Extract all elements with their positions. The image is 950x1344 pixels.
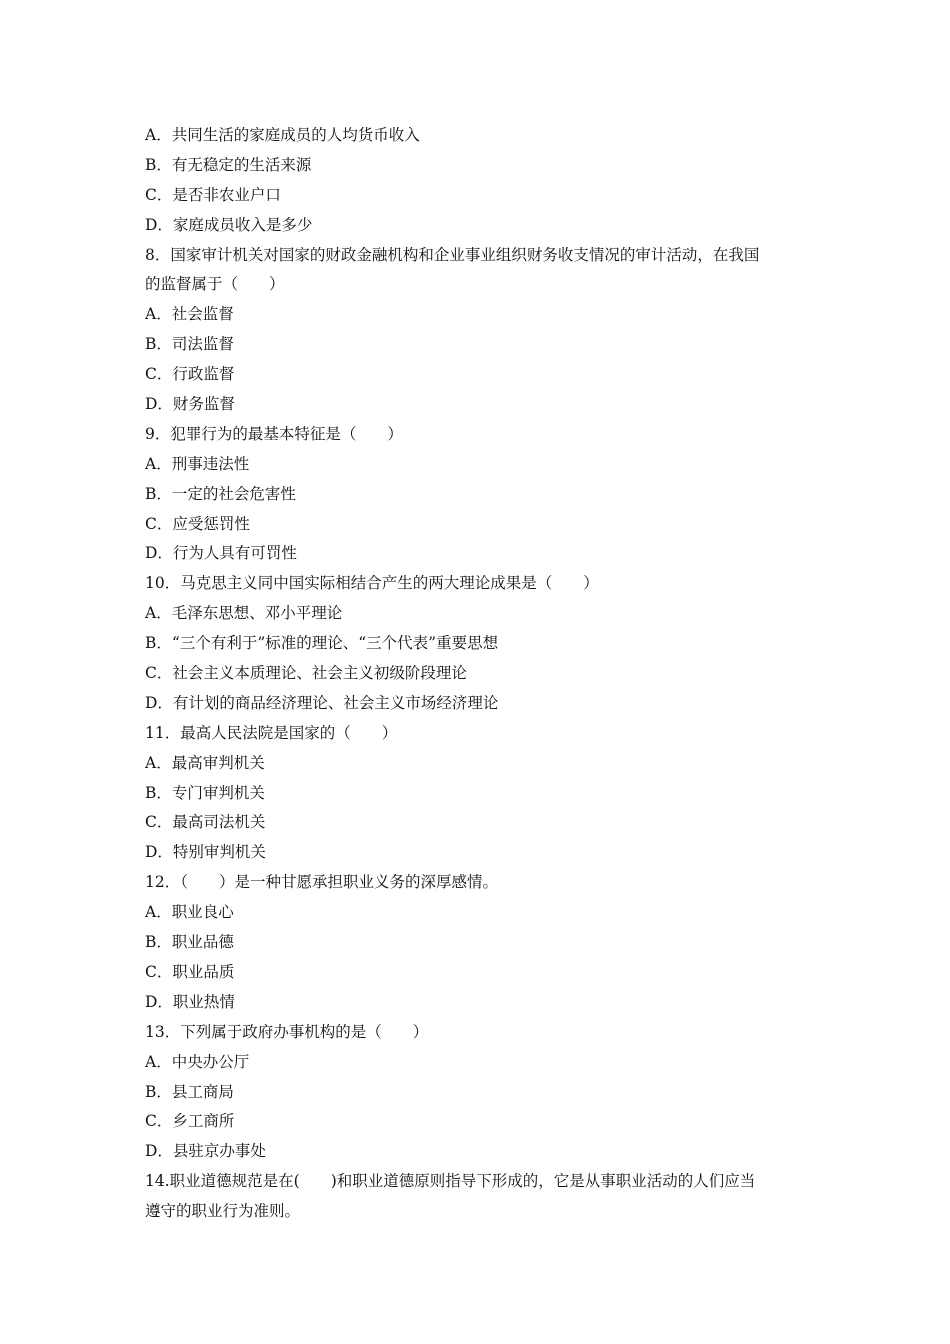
question-8-line-2: 的监督属于（ ） <box>145 275 285 294</box>
option-11a: A．最高审判机关 <box>145 753 265 772</box>
option-12a: A．职业良心 <box>145 903 234 922</box>
option-9a: A．刑事违法性 <box>145 454 250 473</box>
option-8c: C．行政监督 <box>145 365 235 384</box>
question-14-line-1: 14.职业道德规范是在( )和职业道德原则指导下形成的，它是从事职业活动的人们应当 <box>145 1172 756 1191</box>
question-12: 12．（ ）是一种甘愿承担职业义务的深厚感情。 <box>145 873 498 892</box>
option-10c: C．社会主义本质理论、社会主义初级阶段理论 <box>145 664 467 683</box>
option-7c: C．是否非农业户口 <box>145 185 281 204</box>
option-7d: D．家庭成员收入是多少 <box>145 215 313 234</box>
option-10a: A．毛泽东思想、邓小平理论 <box>145 604 343 623</box>
question-14-line-2: 遵守的职业行为准则。 <box>145 1202 301 1221</box>
document-body <box>145 121 815 1227</box>
option-7b: B．有无稳定的生活来源 <box>145 155 312 174</box>
option-7a: A．共同生活的家庭成员的人均货币收入 <box>145 126 420 144</box>
option-10d: D．有计划的商品经济理论、社会主义市场经济理论 <box>145 693 499 712</box>
option-8b: B．司法监督 <box>145 335 234 354</box>
option-11d: D．特别审判机关 <box>145 843 266 862</box>
option-10b: B．“三个有利于”标准的理论、“三个代表”重要思想 <box>145 634 499 653</box>
option-8d: D．财务监督 <box>145 395 235 414</box>
option-12d: D．职业热情 <box>145 992 235 1011</box>
question-13: 13．下列属于政府办事机构的是（ ） <box>145 1022 429 1041</box>
option-12c: C．职业品质 <box>145 962 235 981</box>
option-13b: B．县工商局 <box>145 1082 234 1101</box>
option-9d: D．行为人具有可罚性 <box>145 544 297 563</box>
option-9c: C．应受惩罚性 <box>145 514 250 533</box>
option-11b: B．专门审判机关 <box>145 783 265 802</box>
option-13c: C．乡工商所 <box>145 1112 235 1131</box>
option-13a: A．中央办公厅 <box>145 1052 250 1071</box>
question-9: 9．犯罪行为的最基本特征是（ ） <box>145 424 403 443</box>
option-9b: B．一定的社会危害性 <box>145 484 296 503</box>
option-13d: D．县驻京办事处 <box>145 1142 266 1161</box>
option-8a: A．社会监督 <box>145 305 234 324</box>
question-11: 11．最高人民法院是国家的（ ） <box>145 723 398 742</box>
option-11c: C．最高司法机关 <box>145 813 266 832</box>
question-10: 10．马克思主义同中国实际相结合产生的两大理论成果是（ ） <box>145 574 599 593</box>
option-12b: B．职业品德 <box>145 933 234 952</box>
question-8-line-1: 8．国家审计机关对国家的财政金融机构和企业事业组织财务收支情况的审计活动，在我国 <box>145 245 760 264</box>
